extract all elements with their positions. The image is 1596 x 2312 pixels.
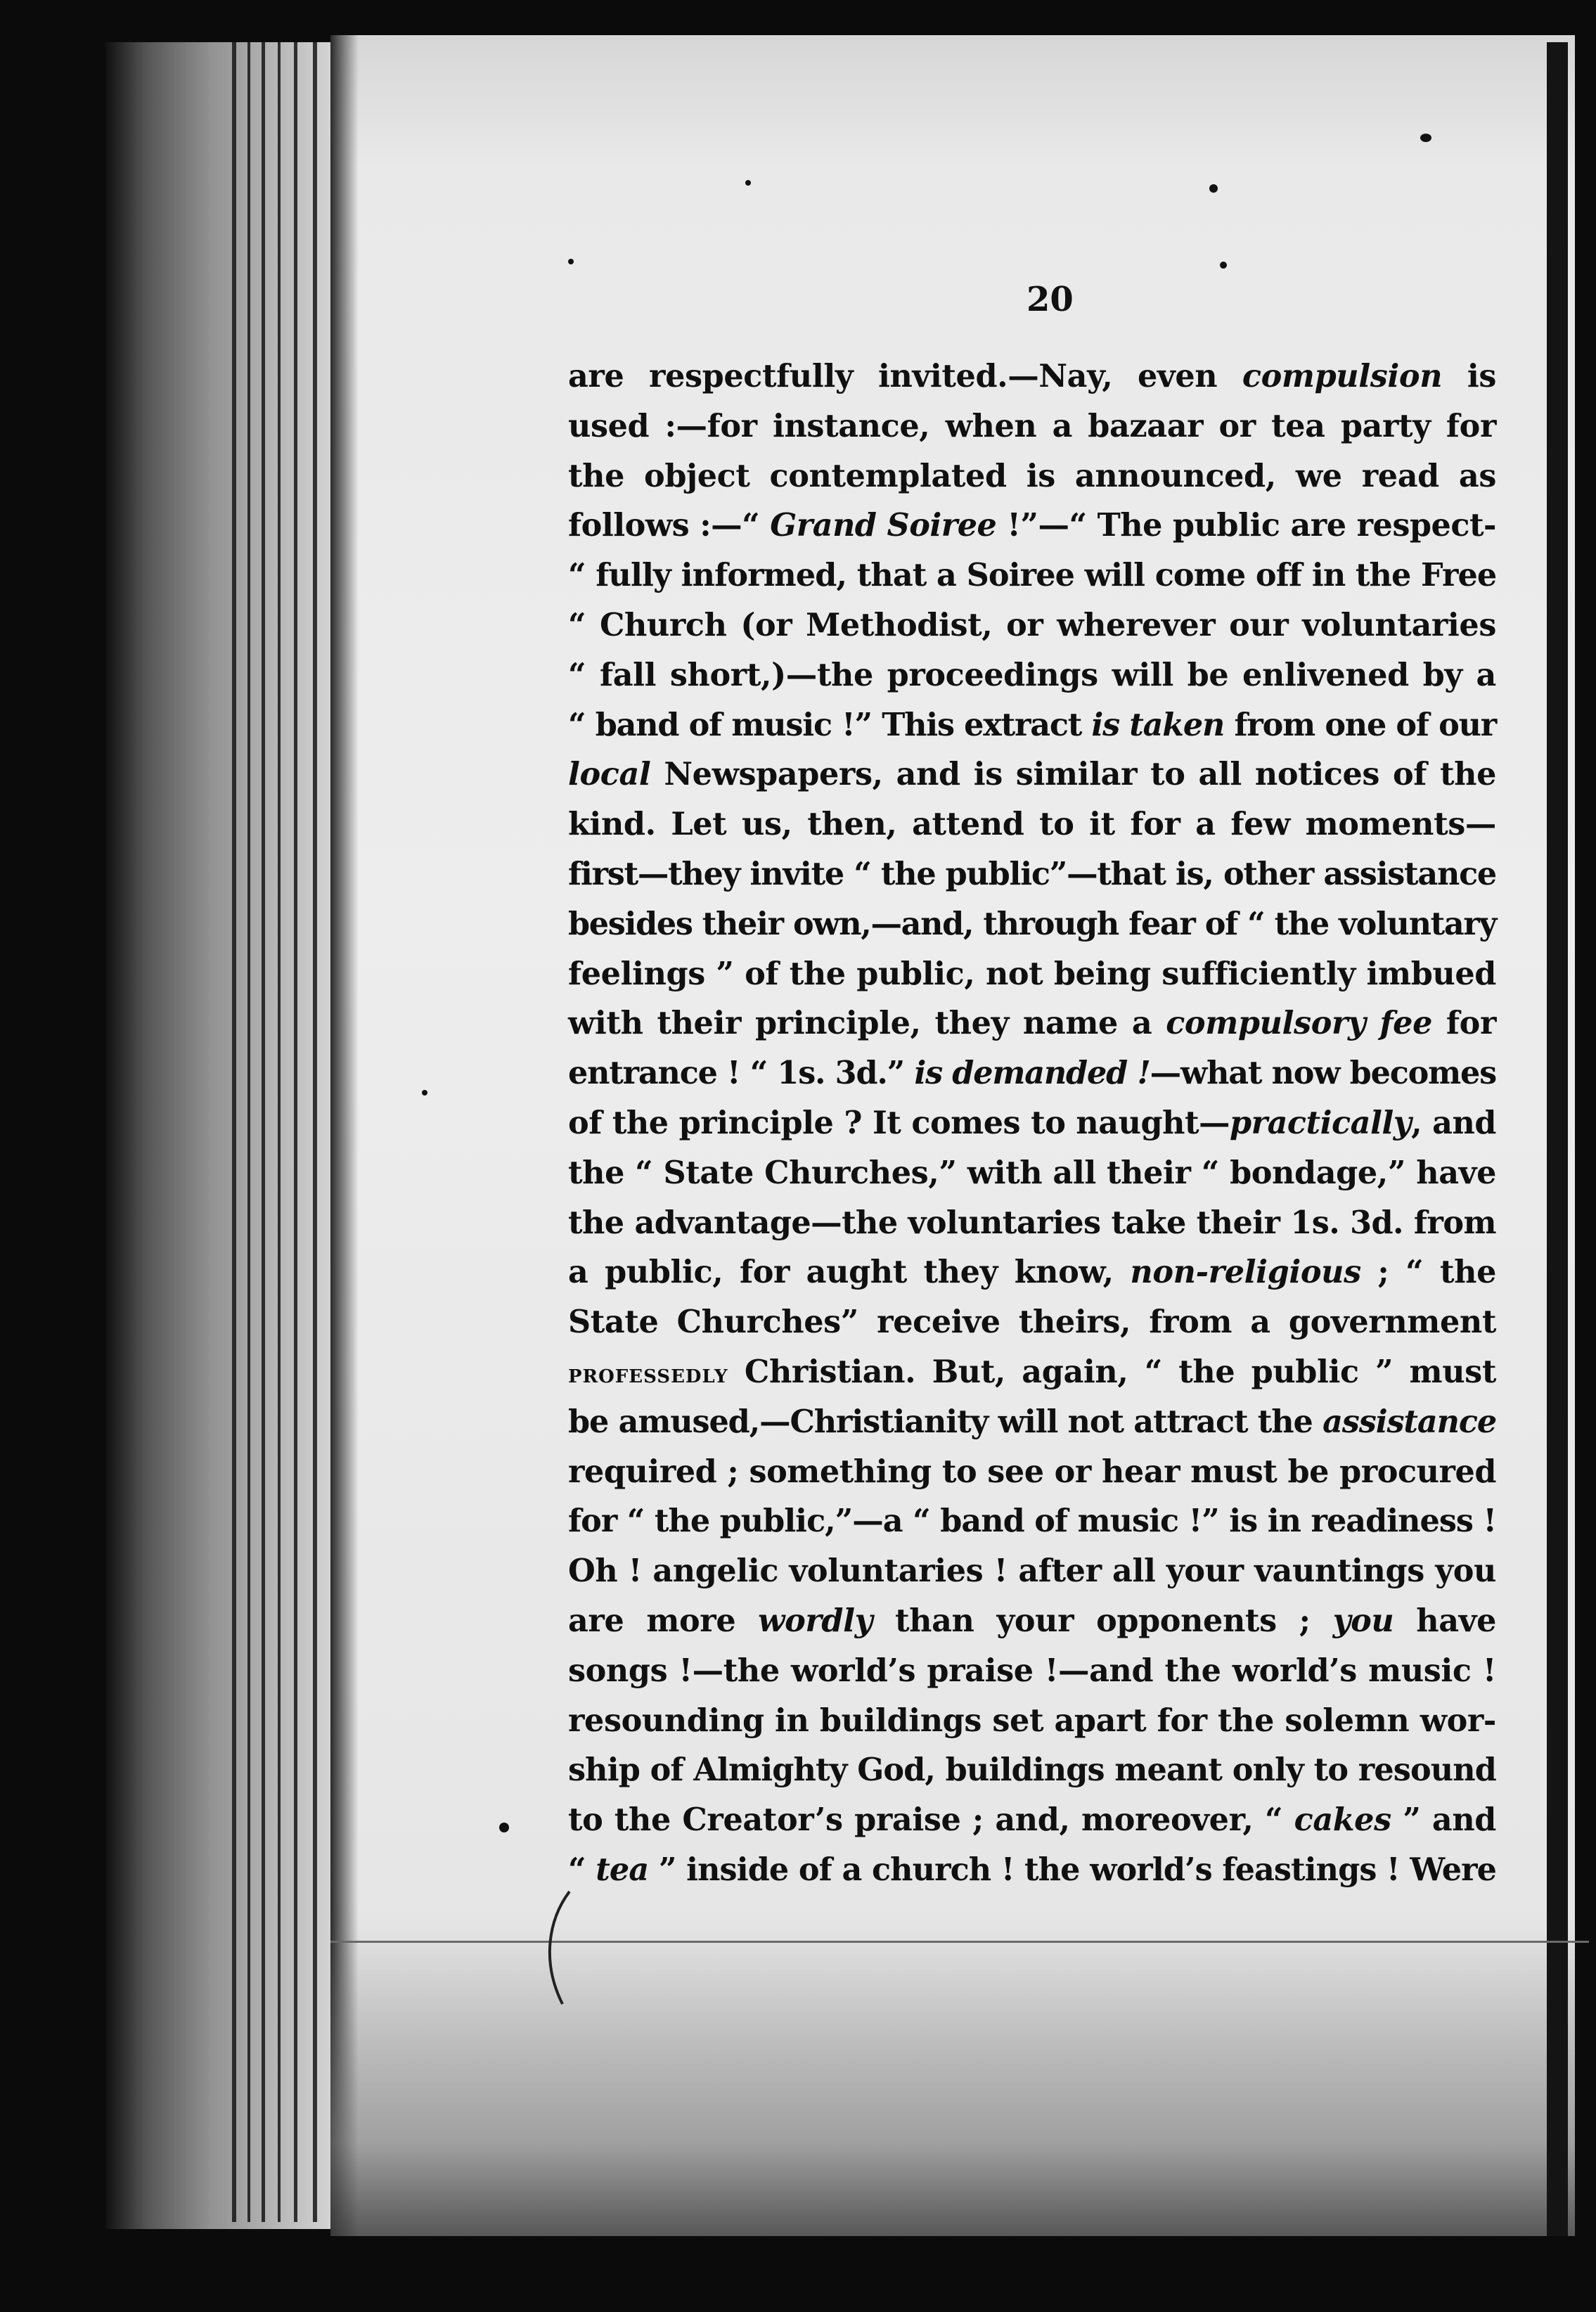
text-segment: for “ the public,”—a “ band of music !” is in readiness ! [568, 1503, 1496, 1540]
dust-speck [1420, 134, 1431, 142]
text-segment: are more [568, 1602, 759, 1639]
text-line [568, 1646, 1496, 1696]
text-segment: non-religious [1130, 1254, 1361, 1291]
text-segment: kind. Let us, then, attend to it for a few moments— [568, 806, 1496, 843]
text-line [568, 1297, 1496, 1347]
text-segment: Oh ! angelic voluntaries ! after all your vauntings you [568, 1553, 1496, 1590]
text-line [568, 1048, 1496, 1098]
binding-fold-line [232, 42, 236, 2222]
text-segment: for [1432, 1005, 1496, 1042]
text-line [568, 750, 1496, 799]
text-line [568, 1546, 1496, 1596]
text-segment: have [1394, 1602, 1496, 1639]
text-segment: practically [1230, 1104, 1412, 1141]
text-line [568, 1496, 1496, 1546]
text-line [568, 899, 1496, 949]
text-segment: “ Church (or Methodist, or wherever our voluntaries [568, 606, 1496, 643]
dust-speck [422, 1090, 427, 1096]
text-segment: compulsion [1242, 358, 1443, 394]
text-segment: is [1442, 358, 1496, 394]
text-segment: wordly [758, 1602, 873, 1639]
text-line [568, 1247, 1496, 1297]
text-segment: follows :—“ [568, 507, 771, 544]
text-segment: are respectfully invited.—Nay, even [568, 358, 1242, 394]
text-segment: Christian. But, again, “ the public ” must [728, 1353, 1496, 1390]
text-segment: of the principle ? It comes to naught— [568, 1104, 1230, 1141]
text-segment: local [568, 756, 651, 793]
dust-speck [745, 180, 751, 186]
text-segment: entrance ! “ 1s. 3d.” [568, 1055, 915, 1092]
dust-speck [499, 1823, 509, 1832]
text-segment: Newspapers, and is similar to all notices of the [650, 756, 1496, 793]
page-right-edge [1547, 42, 1568, 2236]
page-number: 20 [1027, 280, 1074, 319]
text-segment: —what now becomes [1150, 1055, 1497, 1092]
text-line [568, 1397, 1496, 1447]
text-segment: ship of Almighty God, buildings meant only to resound [568, 1752, 1496, 1789]
text-segment: feelings ” of the public, not being sufficiently imbued [568, 955, 1496, 992]
text-segment: first—they invite “ the public”—that is, other assistance [568, 855, 1496, 892]
text-line [568, 1696, 1496, 1746]
text-segment: the advantage—the voluntaries take their 1s. 3d. from [568, 1204, 1496, 1241]
book-binding-gutter [105, 42, 337, 2229]
text-line [568, 1148, 1496, 1198]
text-segment: tea [596, 1851, 649, 1888]
text-segment: “ band of music !” This extract [568, 706, 1092, 743]
text-line [568, 799, 1496, 849]
text-segment: to the Creator’s praise ; and, moreover, “ [568, 1802, 1294, 1839]
page-edge-shadow [330, 35, 359, 2236]
text-line [568, 1795, 1496, 1845]
text-line [568, 700, 1496, 750]
text-segment: used :—for instance, when a bazaar or tea party for [568, 407, 1496, 444]
text-line [568, 1098, 1496, 1148]
text-segment: , and [1411, 1104, 1496, 1141]
pencil-annotation-mark [541, 1884, 598, 2011]
text-line [568, 551, 1496, 601]
text-line [568, 1447, 1496, 1497]
text-segment: State Churches” receive theirs, from a government [568, 1304, 1496, 1341]
text-line [568, 849, 1496, 899]
text-segment: besides their own,—and, through fear of “ the voluntary [568, 905, 1496, 942]
text-segment: ” and [1391, 1802, 1496, 1839]
text-segment: songs !—the world’s praise !—and the world’s music ! [568, 1652, 1496, 1689]
text-line [568, 402, 1496, 451]
text-segment: required ; something to see or hear must be procured [568, 1453, 1496, 1490]
dust-speck [1220, 262, 1227, 269]
text-segment: ” inside of a church ! the world’s feastings ! Were [648, 1851, 1497, 1888]
text-segment: than your opponents ; [873, 1602, 1333, 1639]
binding-fold-line [294, 42, 297, 2222]
text-segment: “ fully informed, that a Soiree will come off in the Free [568, 557, 1497, 594]
text-line [568, 1596, 1496, 1646]
text-line [568, 1198, 1496, 1248]
text-segment: is demanded ! [914, 1055, 1150, 1092]
text-segment: compulsory fee [1166, 1005, 1432, 1042]
scan-artifact-line [330, 1941, 1589, 1943]
text-segment: cakes [1294, 1802, 1391, 1839]
text-segment: !”—“ The public are respect- [996, 507, 1496, 544]
binding-fold-line [313, 42, 317, 2222]
text-line [568, 352, 1496, 402]
text-line [568, 451, 1496, 501]
text-segment: be amused,—Christianity will not attract the [568, 1403, 1323, 1440]
text-line [568, 1347, 1496, 1397]
text-segment: “ fall short,)—the proceedings will be enlivened by a [568, 656, 1496, 693]
text-segment: assistance [1323, 1403, 1497, 1440]
text-segment: from one of our [1224, 706, 1496, 743]
binding-fold-line [262, 42, 265, 2222]
body-text [568, 352, 1496, 1895]
text-segment: professedly [568, 1358, 728, 1389]
text-segment: “ [568, 1851, 596, 1888]
text-segment: the object contemplated is announced, we read as [568, 457, 1496, 494]
text-line [568, 1745, 1496, 1795]
text-line [568, 501, 1496, 551]
text-line [568, 601, 1496, 650]
text-segment: you [1332, 1602, 1394, 1639]
text-segment: resounding in buildings set apart for the solemn wor- [568, 1702, 1496, 1739]
text-segment: with their principle, they name a [568, 1005, 1166, 1042]
text-segment: is taken [1091, 706, 1225, 743]
binding-fold-line [247, 42, 250, 2222]
text-line [568, 949, 1496, 999]
text-segment: Grand Soiree [770, 507, 997, 544]
dust-speck [1209, 184, 1218, 193]
binding-fold-line [278, 42, 281, 2222]
dust-speck [568, 259, 574, 264]
text-line [568, 998, 1496, 1048]
text-segment: a public, for aught they know, [568, 1254, 1131, 1291]
text-line [568, 650, 1496, 700]
text-line [568, 1845, 1496, 1895]
text-segment: ; “ the [1360, 1254, 1496, 1291]
page-bottom-shadow [330, 1927, 1575, 2236]
text-segment: the “ State Churches,” with all their “ bondage,” have [568, 1154, 1496, 1191]
